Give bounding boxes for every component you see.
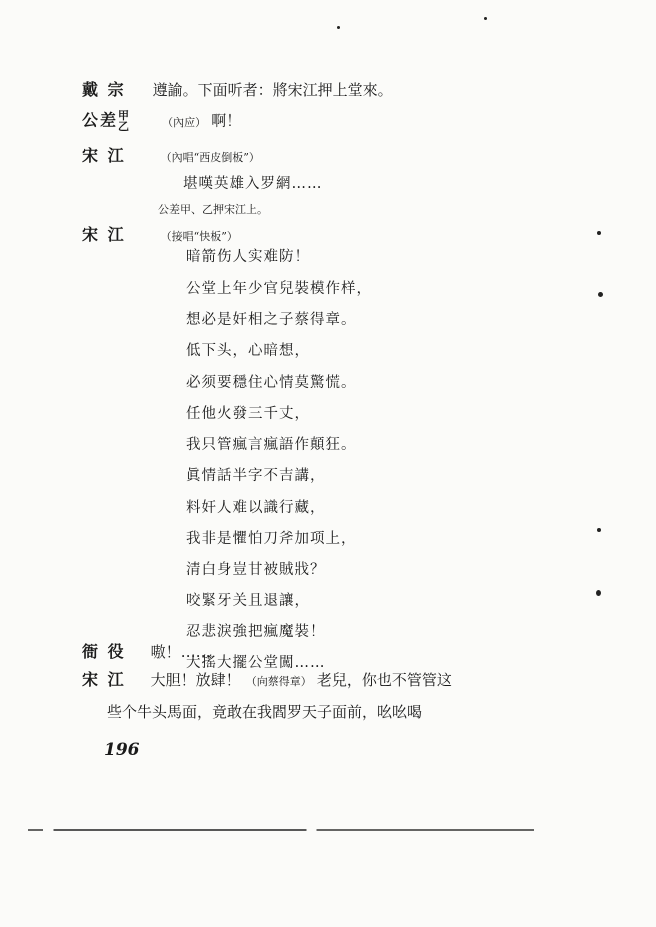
dialogue-line-2 xyxy=(82,110,241,132)
scan-rule xyxy=(28,829,534,831)
verse-line: 任他火發三千丈， xyxy=(186,406,310,422)
scan-speck xyxy=(596,590,601,596)
speaker-jia: 甲 xyxy=(118,109,130,122)
verse-line: 想必是奸相之子蔡得章。 xyxy=(186,312,357,328)
stage-direction-inner-response: （內应） xyxy=(162,115,207,129)
dialogue-text-1: 遵諭。下面听者：將宋江押上堂來。 xyxy=(152,81,393,99)
verse-line: 我非是懼怕刀斧加项上， xyxy=(186,531,357,547)
dialogue-line-1 xyxy=(82,82,393,98)
stage-direction-aria: （內唱“西皮倒板”） xyxy=(160,151,260,164)
speaker-songjiang: 宋 江 xyxy=(82,146,126,165)
speaker-yi: 乙 xyxy=(118,120,130,133)
speaker-yamen: 衙 役 xyxy=(82,642,126,661)
dialogue-text-3b: 老兒，你也不管管这 xyxy=(316,671,452,689)
dialogue-text-3a: 大胆！放肆！ xyxy=(150,671,241,689)
scan-speck xyxy=(598,292,603,297)
stage-direction-enter: 公差甲、乙押宋江上。 xyxy=(158,203,268,216)
verse-line: 我只管瘋言瘋語作顛狂。 xyxy=(186,437,357,453)
verse-line: 眞情話半字不吉講， xyxy=(186,468,326,484)
speaker-subscript xyxy=(118,110,129,132)
dialogue-line-songjiang-3 xyxy=(82,672,452,688)
verse-line: 暗箭伤人实难防！ xyxy=(186,249,310,265)
verse-line: 忍悲淚強把瘋魔裝！ xyxy=(186,624,326,640)
verse-line: 必须要穩住心情莫驚慌。 xyxy=(186,375,357,391)
dialogue-line-4 xyxy=(82,227,238,243)
verse-opening: 堪嘆英雄入罗網…… xyxy=(183,176,323,192)
dialogue-continuation: 些个牛头馬面，竟敢在我閻罗天子面前，吆吆喝 xyxy=(107,703,423,721)
verse-line: 咬緊牙关且退讓， xyxy=(186,593,310,609)
dialogue-line-3 xyxy=(82,148,260,164)
stage-direction-to-cai: （向蔡得章） xyxy=(245,675,312,688)
verse-line: 公堂上年少官兒裝模作样， xyxy=(186,281,372,297)
stage-direction-kuaiban: （接唱“快板”） xyxy=(160,230,238,243)
speaker-gongchai: 公差 xyxy=(82,110,119,130)
verse-line: 清白身豈甘被賊戕？ xyxy=(186,562,326,578)
page-number: 196 xyxy=(104,740,140,760)
dialogue-line-yamen xyxy=(82,644,211,660)
scan-speck xyxy=(597,528,601,532)
speaker-daizong: 戴 宗 xyxy=(82,80,126,99)
scan-speck xyxy=(597,231,601,235)
dialogue-text-2: 啊！ xyxy=(211,111,242,130)
scan-speck xyxy=(484,17,487,20)
verse-line: 低下头，心暗想， xyxy=(186,343,310,359)
scan-speck xyxy=(337,26,340,29)
verse-line: 料奸人难以識行藏， xyxy=(186,500,326,516)
speaker-songjiang-3: 宋 江 xyxy=(82,670,126,689)
speaker-songjiang-2: 宋 江 xyxy=(82,225,126,244)
verse-line: 大搖大擺公堂闖…… xyxy=(186,655,326,671)
dialogue-text-yamen: 嗷！…… xyxy=(150,643,211,661)
